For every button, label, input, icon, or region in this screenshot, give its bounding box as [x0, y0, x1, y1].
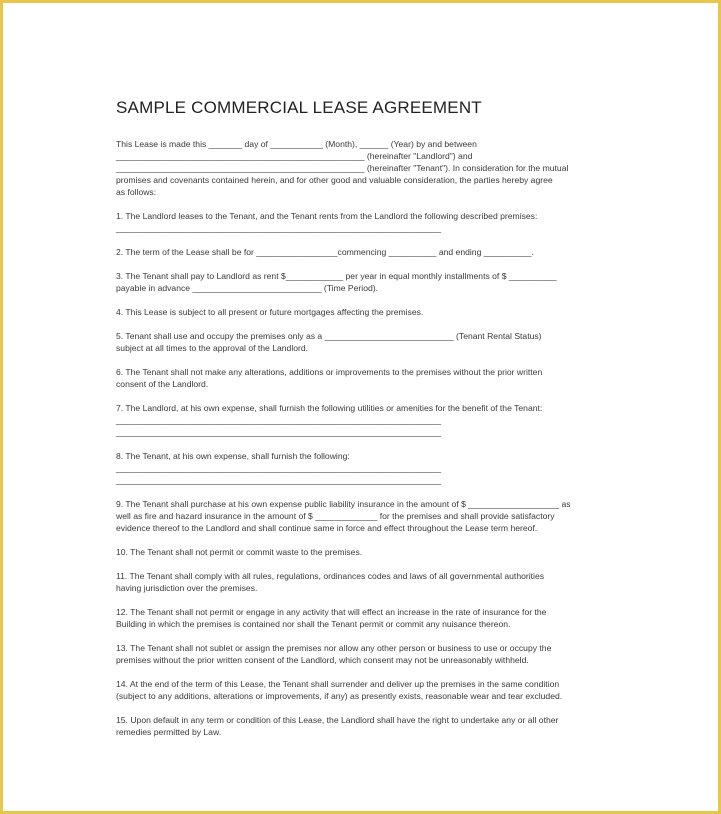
clause-1: [116, 210, 616, 234]
clause-5: [116, 330, 616, 354]
clause-15: [116, 714, 616, 738]
clause-2: [116, 246, 616, 258]
clause-line: 10. The Tenant shall not permit or commit waste to the premises.: [116, 547, 363, 557]
clause-line: evidence thereof to the Landlord and shall continue same in force and effect throughout the Lease term hereof.: [116, 523, 538, 533]
clause-11: [116, 570, 616, 594]
clause-line: well as fire and hazard insurance in the amount of $ _____________ for the premises and shall provide satisfactory: [116, 511, 555, 521]
intro-line: promises and covenants contained herein, and for other good and valuable consideration, the parties hereby agree: [116, 175, 553, 185]
clause-line: subject at all times to the approval of the Landlord.: [116, 343, 309, 353]
clause-10: [116, 546, 616, 558]
clause-line: 11. The Tenant shall comply with all rules, regulations, ordinances codes and laws of all governmental authorities: [116, 571, 545, 581]
clause-8: [116, 450, 616, 486]
blank-line: ____________________________________________________________________: [116, 475, 442, 485]
intro-paragraph: [116, 138, 616, 198]
clause-14: [116, 678, 616, 702]
clause-line: 13. The Tenant shall not sublet or assign the premises nor allow any other person or business to use or occupy the: [116, 643, 552, 653]
clause-line: 3. The Tenant shall pay to Landlord as rent $____________ per year in equal monthly installments of $ __________: [116, 271, 557, 281]
clause-line: having jurisdiction over the premises.: [116, 583, 258, 593]
blank-line: ____________________________________________________________________: [116, 463, 442, 473]
clause-line: (subject to any additions, alterations or improvements, if any) as presently exists, reasonable wear and tear excluded.: [116, 691, 563, 701]
clause-line: 9. The Tenant shall purchase at his own expense public liability insurance in the amount of $ ___________________ as: [116, 499, 571, 509]
clause-line: 8. The Tenant, at his own expense, shall furnish the following:: [116, 451, 350, 461]
document-title: SAMPLE COMMERCIAL LEASE AGREEMENT: [116, 98, 482, 117]
clause-line: Building in which the premises is contained nor shall the Tenant permit or commit any nuisance thereon.: [116, 619, 511, 629]
clause-4: [116, 306, 616, 318]
clause-line: 1. The Landlord leases to the Tenant, and the Tenant rents from the Landlord the following described premises:: [116, 211, 538, 221]
clause-line: 2. The term of the Lease shall be for _________________commencing __________ and ending __________.: [116, 247, 534, 257]
clause-line: 7. The Landlord, at his own expense, shall furnish the following utilities or amenities for the benefit of the Tenant:: [116, 403, 543, 413]
intro-line: as follows:: [116, 187, 157, 197]
clause-line: 4. This Lease is subject to all present or future mortgages affecting the premises.: [116, 307, 424, 317]
blank-line: ____________________________________________________________________: [116, 415, 442, 425]
clause-12: [116, 606, 616, 630]
clause-line: remedies permitted by Law.: [116, 727, 222, 737]
intro-line: This Lease is made this _______ day of ___________ (Month), ______ (Year) by and between: [116, 139, 477, 149]
clause-line: payable in advance ___________________________ (Time Period).: [116, 283, 378, 293]
clause-line: 14. At the end of the term of this Lease, the Tenant shall surrender and deliver up the premises in the same condition: [116, 679, 560, 689]
blank-line: ____________________________________________________________________: [116, 223, 442, 233]
blank-line: ____________________________________________________________________: [116, 427, 442, 437]
clause-13: [116, 642, 616, 666]
clause-3: [116, 270, 616, 294]
clause-line: premises without the prior written consent of the Landlord, which consent may not be unreasonably withheld.: [116, 655, 529, 665]
clause-line: consent of the Landlord.: [116, 379, 209, 389]
intro-line: ____________________________________________________ (hereinafter "Tenant"). In consideration for the mutual: [116, 163, 569, 173]
clause-9: [116, 498, 616, 534]
clause-7: [116, 402, 616, 438]
intro-line: ____________________________________________________ (hereinafter "Landlord") and: [116, 151, 473, 161]
clause-line: 12. The Tenant shall not permit or engage in any activity that will effect an increase in the rate of insurance for the: [116, 607, 547, 617]
lease-document: [116, 98, 616, 738]
clause-6: [116, 366, 616, 390]
clause-line: 6. The Tenant shall not make any alterations, additions or improvements to the premises without the prior written: [116, 367, 543, 377]
clause-line: 5. Tenant shall use and occupy the premises only as a ___________________________ (Tenant Rental Status): [116, 331, 542, 341]
clause-line: 15. Upon default in any term or condition of this Lease, the Landlord shall have the right to undertake any or all other: [116, 715, 559, 725]
